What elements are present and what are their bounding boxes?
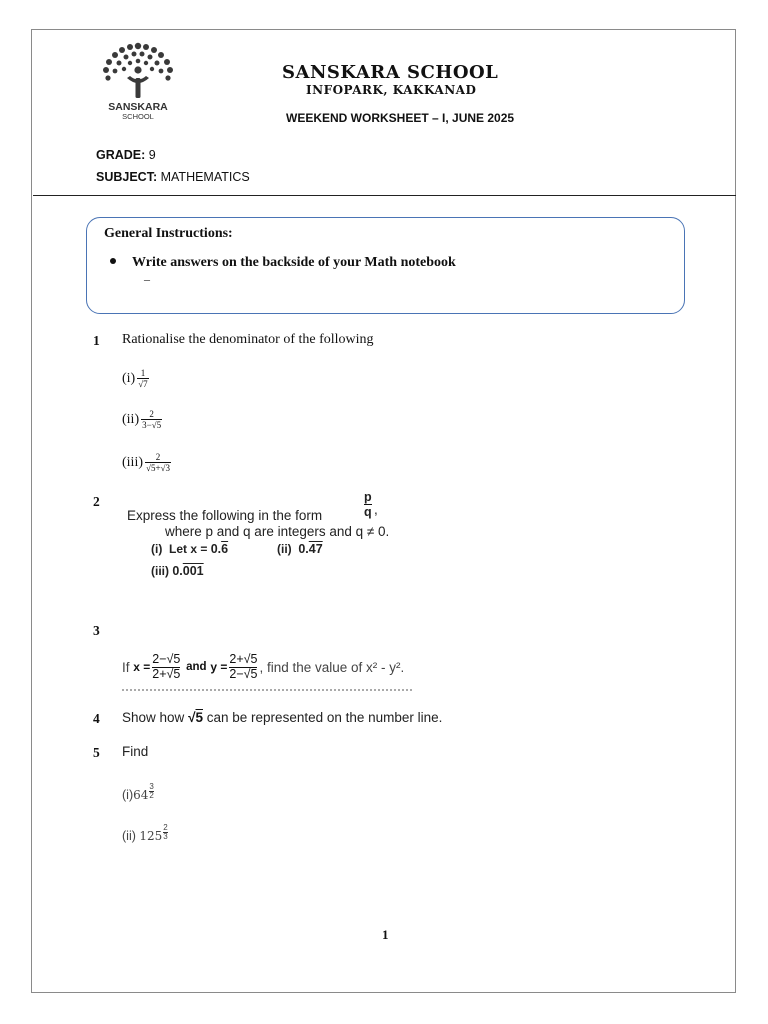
question-2-line-2: where p and q are integers and q ≠ 0. (165, 524, 390, 539)
pq-fraction (364, 490, 372, 520)
q3-y-numerator: 2+√5 (229, 652, 258, 666)
q3-and: and (186, 661, 207, 674)
q3-x-numerator: 2−√5 (152, 652, 181, 666)
q3-tail: , find the value of x² - y². (259, 659, 405, 675)
school-logo (96, 38, 180, 122)
q3-y-denominator: 2−√5 (229, 666, 258, 681)
grade-line (96, 148, 156, 162)
q5-part-i-exp-den: 2 (149, 791, 154, 800)
school-location: INFOPARK, KAKKANAD (306, 83, 477, 97)
instruction-dash: – (144, 272, 150, 286)
q2-part-ii-integer: 0. (298, 542, 309, 556)
q2-part-iii-integer: 0. (172, 564, 183, 578)
subject-label: SUBJECT: (96, 170, 158, 184)
q1-part-i (122, 369, 149, 389)
q2-part-i-label: (i) (151, 542, 163, 556)
q5-part-ii-exponent (163, 824, 167, 841)
page-number: 1 (382, 927, 389, 942)
q1-part-ii-denominator: 3−√5 (142, 420, 162, 430)
question-number-5: 5 (93, 745, 100, 760)
q3-if: If (122, 659, 130, 675)
q1-part-iii-label: (iii) (122, 455, 143, 471)
question-number-2: 2 (93, 494, 100, 509)
school-name: SANSKARA SCHOOL (282, 62, 499, 83)
question-2-text: Express the following in the form (127, 508, 323, 523)
q5-part-ii-label: (ii) (122, 829, 136, 843)
q2-part-iii-label: (iii) (151, 564, 169, 578)
q3-x-eq: x = (133, 660, 151, 675)
worksheet-title: WEEKEND WORKSHEET – I, JUNE 2025 (286, 111, 515, 125)
instruction-text: Write answers on the backside of your Math notebook (132, 255, 456, 270)
question-number-4: 4 (93, 711, 100, 726)
q1-part-iii-denominator: √5+√3 (146, 463, 170, 473)
q5-part-i-base: 64 (133, 788, 149, 802)
q2-part-iii (151, 564, 204, 578)
cropped-text-remnant (122, 688, 412, 691)
q5-part-i-label: (i) (122, 788, 134, 802)
pq-numerator: p (364, 490, 372, 504)
q4-post: can be represented on the number line. (206, 710, 443, 725)
bullet-icon (110, 258, 116, 264)
q2-part-i-repeating: 6 (221, 542, 229, 556)
q2-part-i-integer: 0. (210, 542, 222, 556)
question-4-text: Show how √5 can be represented on the number line. (122, 710, 443, 725)
q4-root: 5 (195, 710, 203, 725)
q2-part-ii-repeating: 47 (308, 542, 323, 556)
q1-part-i-fraction (137, 369, 148, 389)
q2-part-iii-repeating: 001 (182, 564, 204, 578)
q5-part-i-exponent (149, 783, 153, 800)
logo-text-sub: SCHOOL (122, 112, 154, 121)
q1-part-ii (122, 410, 162, 430)
header-divider (33, 195, 736, 196)
q5-part-ii (122, 824, 168, 843)
question-number-1: 1 (93, 333, 100, 348)
q2-part-ii (277, 542, 323, 556)
q2-part-i (151, 542, 228, 556)
logo-text-main: SANSKARA (108, 101, 168, 113)
q1-part-i-numerator: 1 (140, 368, 146, 378)
q4-pre: Show how (122, 710, 185, 725)
instruction-item (110, 255, 456, 271)
q2-part-i-text: Let x = (169, 542, 208, 556)
q1-part-i-denominator: √7 (138, 379, 148, 389)
question-2-line-1 (127, 508, 322, 523)
instructions-heading: General Instructions: (104, 226, 233, 241)
q1-part-ii-numerator: 2 (149, 409, 154, 419)
q1-part-iii-fraction (145, 453, 171, 473)
grade-value: 9 (148, 148, 156, 162)
q2-part-ii-label: (ii) (277, 542, 292, 556)
q1-part-iii-numerator: 2 (155, 452, 161, 462)
pq-denominator: q (364, 505, 372, 520)
q5-part-i-exp-num: 3 (149, 782, 154, 791)
q3-y-eq: y = (210, 660, 228, 675)
q5-part-ii-base: 125 (139, 829, 163, 843)
q1-part-i-label: (i) (122, 371, 136, 387)
subject-value: MATHEMATICS (160, 170, 250, 184)
q3-x-denominator: 2+√5 (152, 666, 181, 681)
q1-part-iii (122, 453, 171, 473)
grade-label: GRADE: (96, 148, 146, 162)
q1-part-ii-label: (ii) (122, 412, 140, 428)
subject-line (96, 170, 250, 184)
q1-part-ii-fraction (141, 410, 162, 430)
q3-x-fraction (152, 653, 180, 682)
question-5-text: Find (122, 744, 149, 759)
question-3-expression (122, 653, 404, 682)
q5-part-i (122, 783, 154, 802)
q3-y-fraction (229, 653, 257, 682)
pq-comma: , (374, 502, 378, 517)
q5-part-ii-exp-den: 3 (163, 832, 168, 841)
question-number-3: 3 (93, 623, 100, 638)
question-1-text: Rationalise the denominator of the following (122, 332, 374, 347)
q5-part-ii-exp-num: 2 (163, 823, 168, 832)
